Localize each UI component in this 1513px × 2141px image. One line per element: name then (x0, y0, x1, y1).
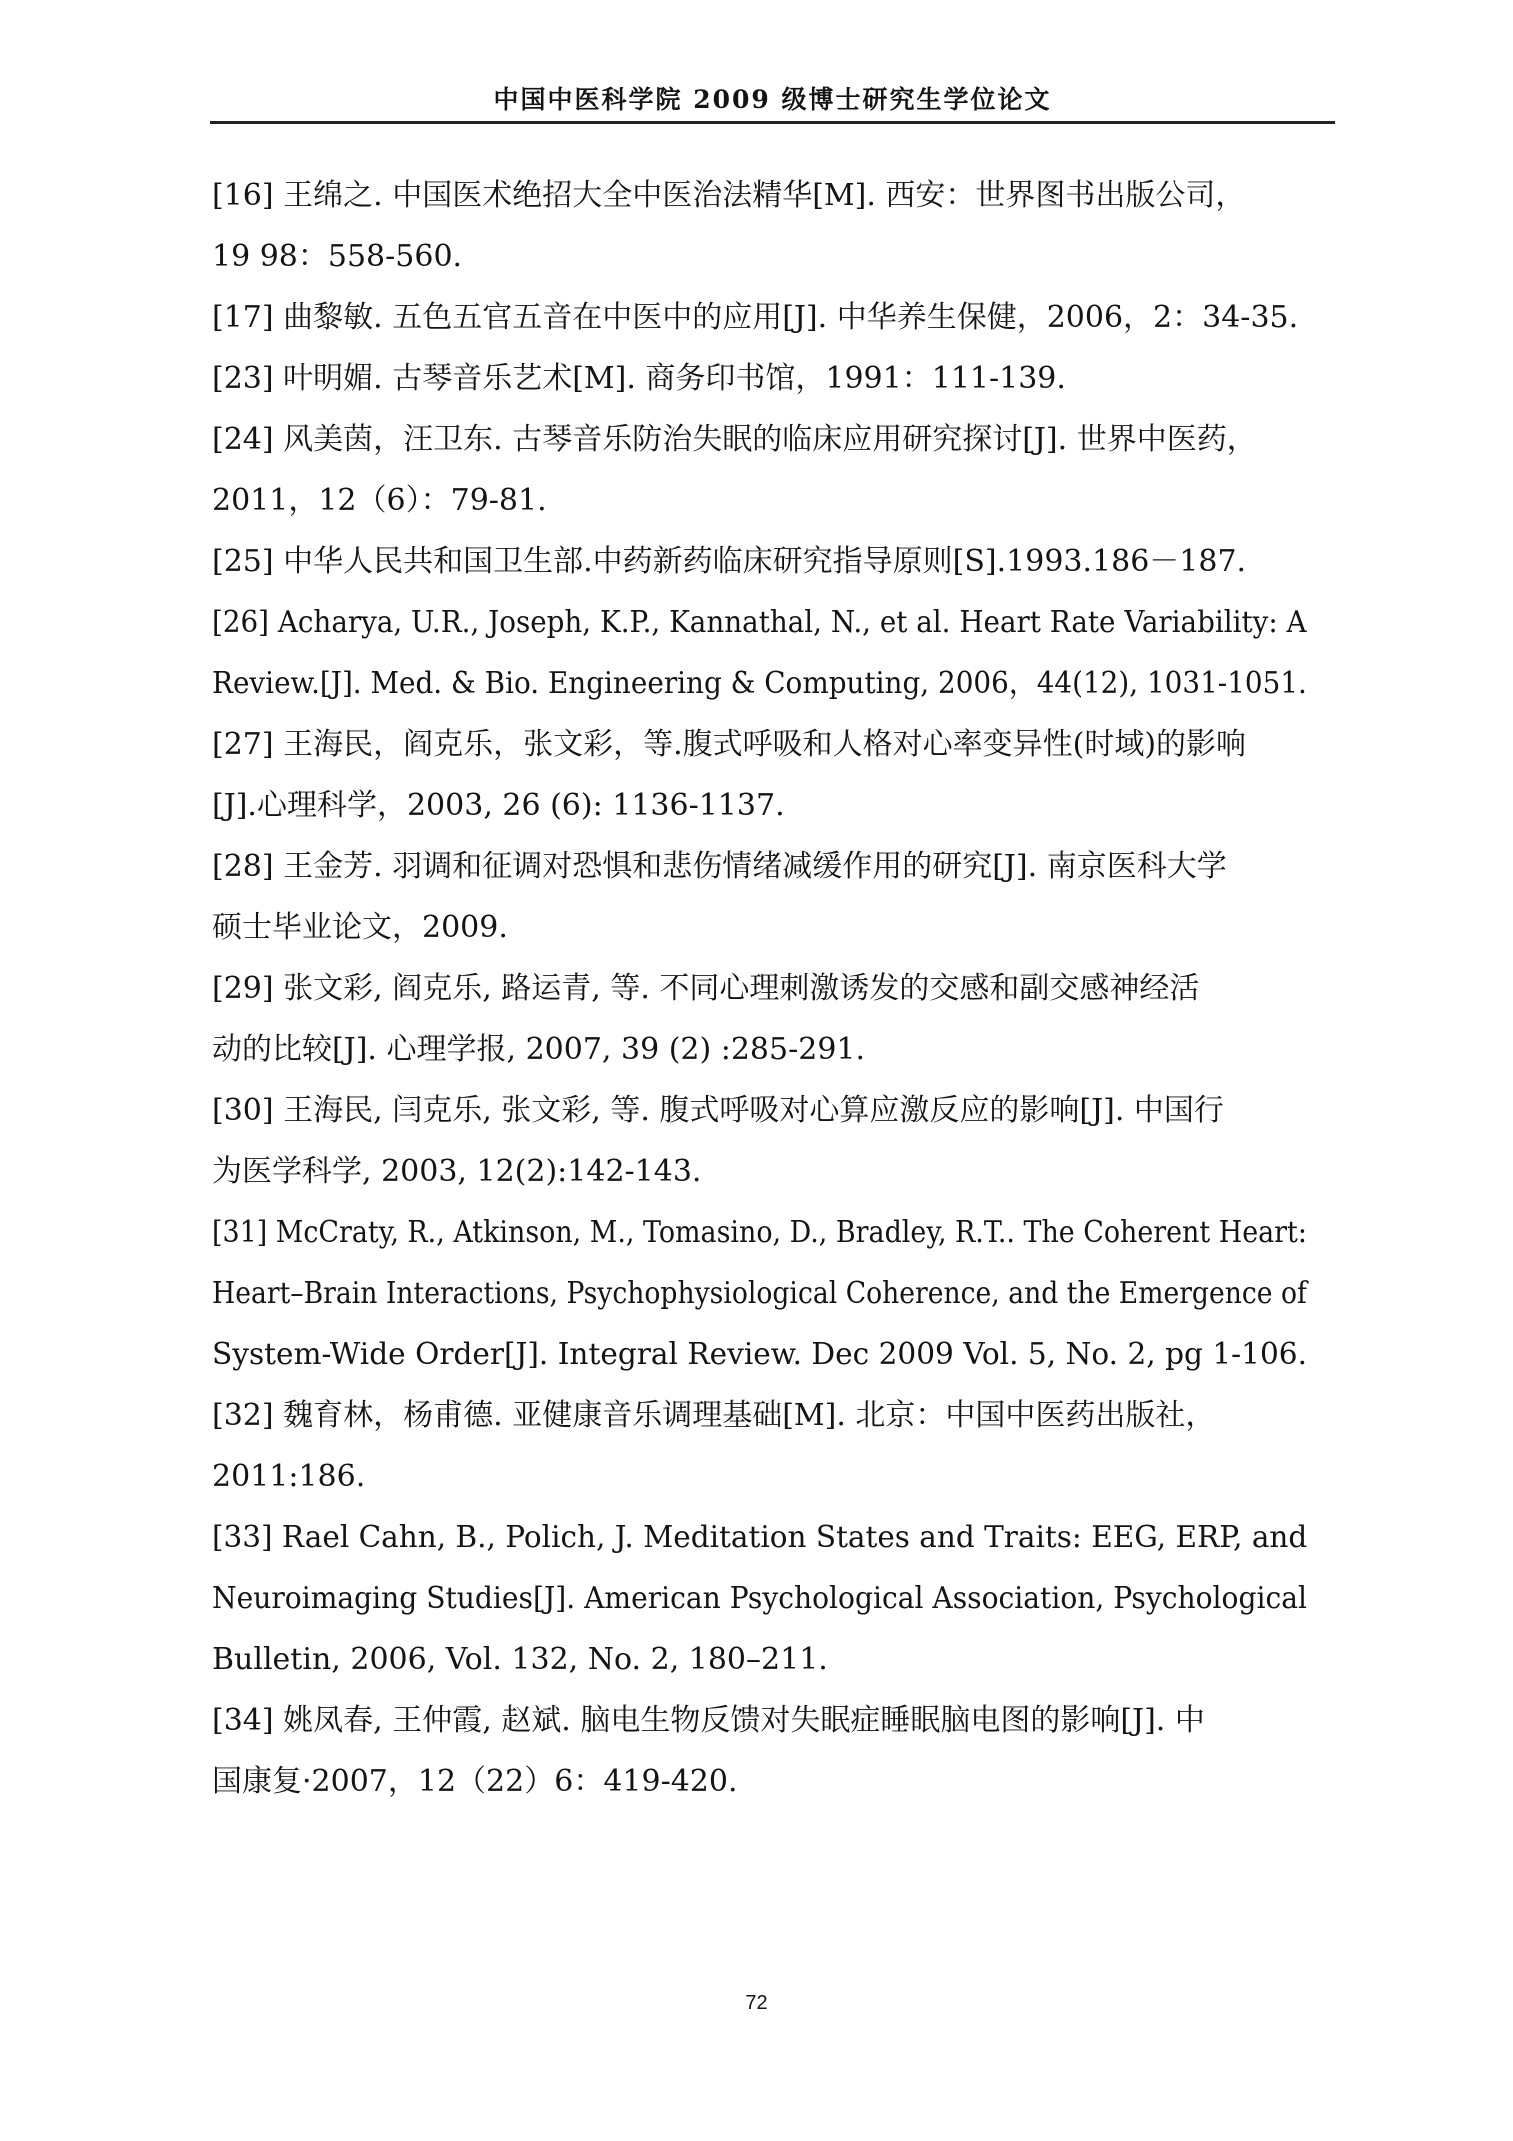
reference-33 (212, 1507, 1307, 1690)
reference-line: [27] 王海民，阎克乐，张文彩，等.腹式呼吸和人格对心率变异性(时域)的影响 (212, 727, 1247, 762)
reference-line: [33] Rael Cahn, B., Polich, J. Meditation States and Traits: EEG, ERP, and (212, 1520, 1308, 1555)
reference-line: 19 98：558-560. (212, 239, 463, 274)
reference-line: 动的比较[J]. 心理学报, 2007, 39 (2) :285-291. (212, 1032, 866, 1067)
reference-28 (212, 836, 1307, 958)
reference-30 (212, 1080, 1307, 1202)
reference-24 (212, 409, 1307, 531)
reference-line: 硕士毕业论文，2009. (212, 910, 508, 945)
reference-27 (212, 714, 1307, 836)
reference-line: [16] 王绵之. 中国医术绝招大全中医治法精华[M]. 西安：世界图书出版公司， (212, 178, 1246, 213)
reference-line: System-Wide Order[J]. Integral Review. Dec 2009 Vol. 5, No. 2, pg 1-106. (212, 1337, 1307, 1372)
reference-line: 2011，12（6）：79-81. (212, 483, 547, 518)
reference-line: [29] 张文彩, 阎克乐, 路运青, 等. 不同心理刺激诱发的交感和副交感神经活 (212, 971, 1200, 1006)
reference-26 (212, 592, 1307, 714)
reference-line: 2011:186. (212, 1459, 366, 1494)
page-number: 72 (745, 1992, 768, 2014)
reference-line: [J].心理科学，2003, 26 (6): 1136-1137. (212, 788, 785, 823)
reference-34 (212, 1690, 1307, 1812)
page-header-title: 中国中医科学院 2009 级博士研究生学位论文 (493, 85, 1052, 114)
reference-line: [31] McCraty, R., Atkinson, M., Tomasino, D., Bradley, R.T.. The Coherent Heart: (212, 1215, 1307, 1250)
reference-16 (212, 165, 1307, 287)
reference-line: Bulletin, 2006, Vol. 132, No. 2, 180–211. (212, 1642, 828, 1677)
reference-line: [30] 王海民, 闫克乐, 张文彩, 等. 腹式呼吸对心算应激反应的影响[J]. 中国行 (212, 1093, 1224, 1128)
reference-line: Review.[J]. Med. & Bio. Engineering & Computing, 2006，44(12), 1031-1051. (212, 666, 1307, 701)
reference-31 (212, 1202, 1307, 1385)
reference-line: [34] 姚凤春, 王仲霞, 赵斌. 脑电生物反馈对失眠症睡眠脑电图的影响[J]. 中 (212, 1703, 1205, 1738)
reference-line: [17] 曲黎敏. 五色五官五音在中医中的应用[J]. 中华养生保健，2006，2：34-35. (212, 300, 1299, 335)
reference-line: [26] Acharya, U.R., Joseph, K.P., Kannathal, N., et al. Heart Rate Variability: A (212, 605, 1307, 640)
reference-line: Neuroimaging Studies[J]. American Psychological Association, Psychological (212, 1581, 1307, 1616)
reference-23 (212, 348, 1307, 409)
reference-line: [32] 魏育林，杨甫德. 亚健康音乐调理基础[M]. 北京：中国中医药出版社， (212, 1398, 1216, 1433)
reference-25 (212, 531, 1307, 592)
reference-line: [23] 叶明媚. 古琴音乐艺术[M]. 商务印书馆，1991：111-139. (212, 361, 1066, 396)
reference-line: Heart–Brain Interactions, Psychophysiological Coherence, and the Emergence of (212, 1276, 1307, 1311)
reference-line: [25] 中华人民共和国卫生部.中药新药临床研究指导原则[S].1993.186－187. (212, 544, 1247, 579)
reference-32 (212, 1385, 1307, 1507)
reference-line: 国康复·2007，12（22）6：419-420. (212, 1764, 738, 1799)
reference-line: [28] 王金芳. 羽调和征调对恐惧和悲伤情绪减缓作用的研究[J]. 南京医科大学 (212, 849, 1227, 884)
reference-line: 为医学科学, 2003, 12(2):142-143. (212, 1154, 702, 1189)
reference-29 (212, 958, 1307, 1080)
reference-list (212, 165, 1307, 1812)
header-rule (210, 121, 1335, 124)
reference-17 (212, 287, 1307, 348)
reference-line: [24] 风美茵，汪卫东. 古琴音乐防治失眠的临床应用研究探讨[J]. 世界中医药， (212, 422, 1257, 457)
